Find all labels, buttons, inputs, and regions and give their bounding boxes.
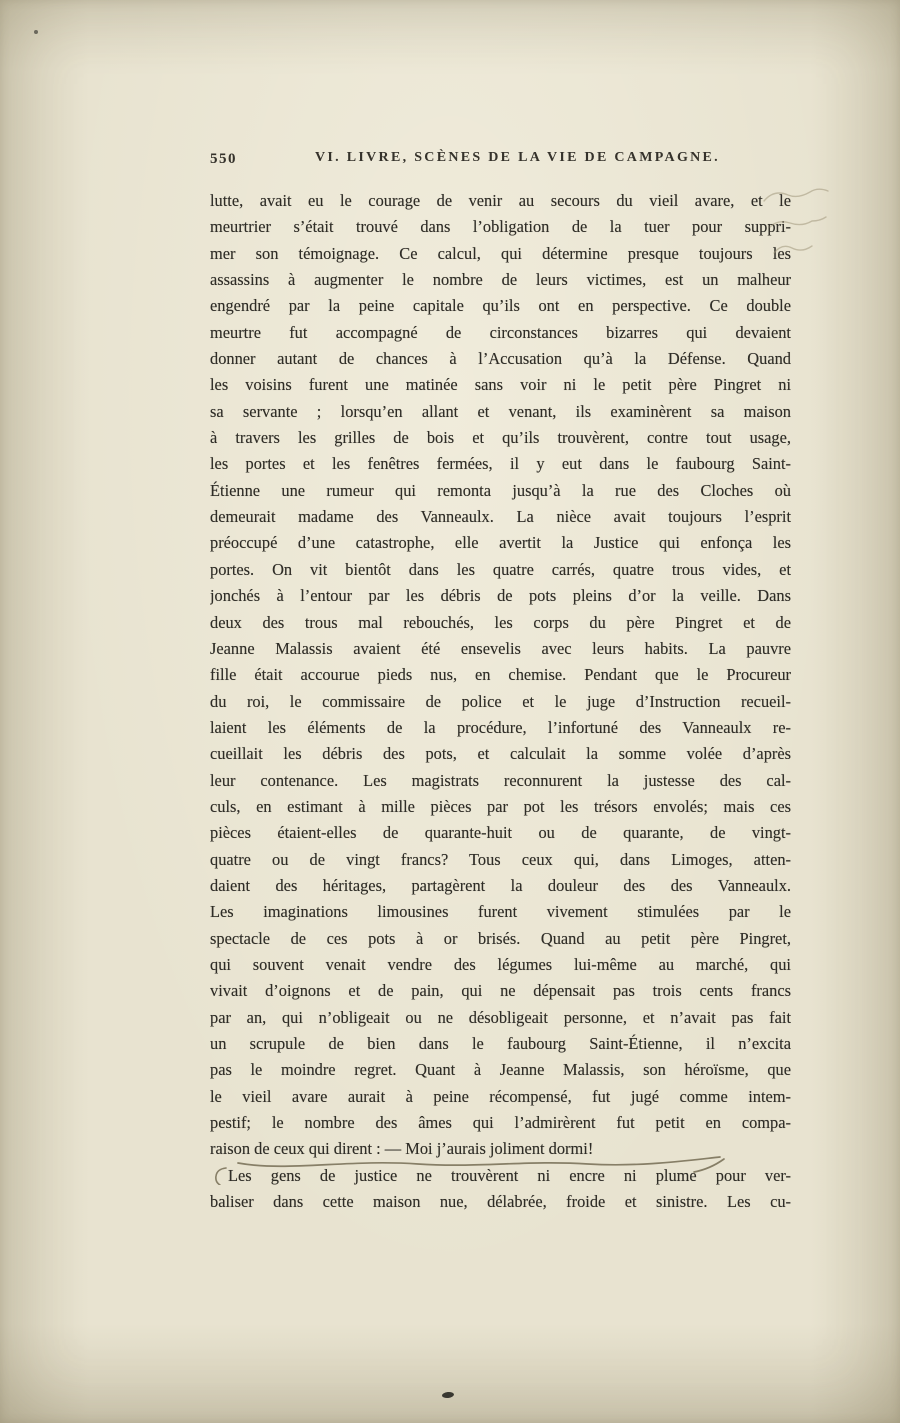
text-line: Jeanne Malassis avaient été ensevelis avec leurs habits. La pauvre (210, 638, 791, 658)
text-line: deux des trous mal rebouchés, les corps du père Pingret et de (210, 612, 791, 632)
text-line: assassins à augmenter le nombre de leurs victimes, est un malheur (210, 270, 791, 290)
text-line: lutte, avait eu le courage de venir au secours du vieil avare, et le (210, 191, 791, 210)
ink-speck-top-left (34, 30, 38, 34)
text-line: pas le moindre regret. Quant à Jeanne Malassis, son héroïsme, que (210, 1060, 791, 1080)
text-block (210, 188, 791, 1215)
text-line: engendré par la peine capitale qu’ils ont en perspective. Ce double (210, 296, 791, 316)
text-line: jonchés à l’entour par les débris de pots pleins d’or la veille. Dans (210, 586, 791, 606)
text-line: les portes et les fenêtres fermées, il y eut dans le faubourg Saint- (210, 454, 791, 474)
running-title: VI. LIVRE, SCÈNES DE LA VIE DE CAMPAGNE. (315, 150, 720, 165)
text-line: donner autant de chances à l’Accusation qu’à la Défense. Quand (210, 349, 791, 369)
text-line: laient les éléments de la procédure, l’infortuné des Vanneaulx re- (210, 717, 791, 737)
text-line: un scrupule de bien dans le faubourg Saint-Étienne, il n’excita (210, 1034, 791, 1053)
text-line: sa servante ; lorsqu’en allant et venant, ils examinèrent sa maison (210, 401, 791, 421)
text-line: par an, qui n’obligeait ou ne désobligeait personne, et n’avait pas fait (210, 1007, 791, 1027)
text-line: pestif; le nombre des âmes qui l’admirèrent fut petit en compa- (210, 1113, 791, 1133)
text-line: Étienne une rumeur qui remonta jusqu’à la rue des Cloches où (210, 480, 791, 500)
text-line: quatre ou de vingt francs? Tous ceux qui, dans Limoges, atten- (210, 849, 791, 869)
text-line: leur contenance. Les magistrats reconnurent la justesse des cal- (210, 770, 791, 790)
text-line: culs, en estimant à mille pièces par pot les trésors envolés; mais ces (210, 796, 791, 816)
text-line: mer son témoignage. Ce calcul, qui détermine presque toujours les (210, 243, 791, 263)
text-line: meurtrier s’était trouvé dans l’obligation de la tuer pour suppri- (210, 217, 791, 237)
text-line: du roi, le commissaire de police et le juge d’Instruction recueil- (210, 691, 791, 711)
text-line: cueillait les débris des pots, et calculait la somme volée d’après (210, 744, 791, 764)
text-line: le vieil avare aurait à peine récompensé, fut jugé comme intem- (210, 1086, 791, 1106)
page-number: 550 (210, 151, 237, 167)
scan-mark-bottom (442, 1391, 455, 1398)
text-line: pièces étaient-elles de quarante-huit ou de quarante, de vingt- (210, 823, 791, 843)
text-line: préoccupé d’une catastrophe, elle avertit la Justice qui enfonça les (210, 533, 791, 553)
text-line: fille était accourue pieds nus, en chemise. Pendant que le Procureur (210, 665, 791, 685)
text-line: Les imaginations limousines furent vivement stimulées par le (210, 902, 791, 922)
text-line: meurtre fut accompagné de circonstances bizarres qui devaient (210, 322, 791, 342)
text-line: raison de ceux qui dirent : — Moi j’aurais joliment dormi! (210, 1139, 594, 1159)
text-line: à travers les grilles de bois et qu’ils trouvèrent, contre tout usage, (210, 428, 791, 448)
text-line: baliser dans cette maison nue, délabrée, froide et sinistre. Les cu- (210, 1192, 791, 1212)
running-head (210, 150, 791, 172)
text-line: demeurait madame des Vanneaulx. La nièce avait toujours l’esprit (210, 507, 791, 527)
text-line: qui souvent venait vendre des légumes lui-même au marché, qui (210, 954, 791, 974)
text-line: Les gens de justice ne trouvèrent ni encre ni plume pour ver- (228, 1165, 791, 1185)
text-line: spectacle de ces pots à or brisés. Quand au petit père Pingret, (210, 928, 791, 948)
text-line: les voisins furent une matinée sans voir ni le petit père Pingret ni (210, 375, 791, 395)
text-line: daient des héritages, partagèrent la douleur des des Vanneaulx. (210, 875, 791, 895)
paragraph (210, 1163, 791, 1216)
text-line: portes. On vit bientôt dans les quatre carrés, quatre trous vides, et (210, 559, 791, 579)
text-column (210, 150, 791, 1215)
paragraph (210, 188, 791, 1163)
text-line: vivait d’oignons et de pain, qui ne dépensait pas trois cents francs (210, 981, 791, 1001)
